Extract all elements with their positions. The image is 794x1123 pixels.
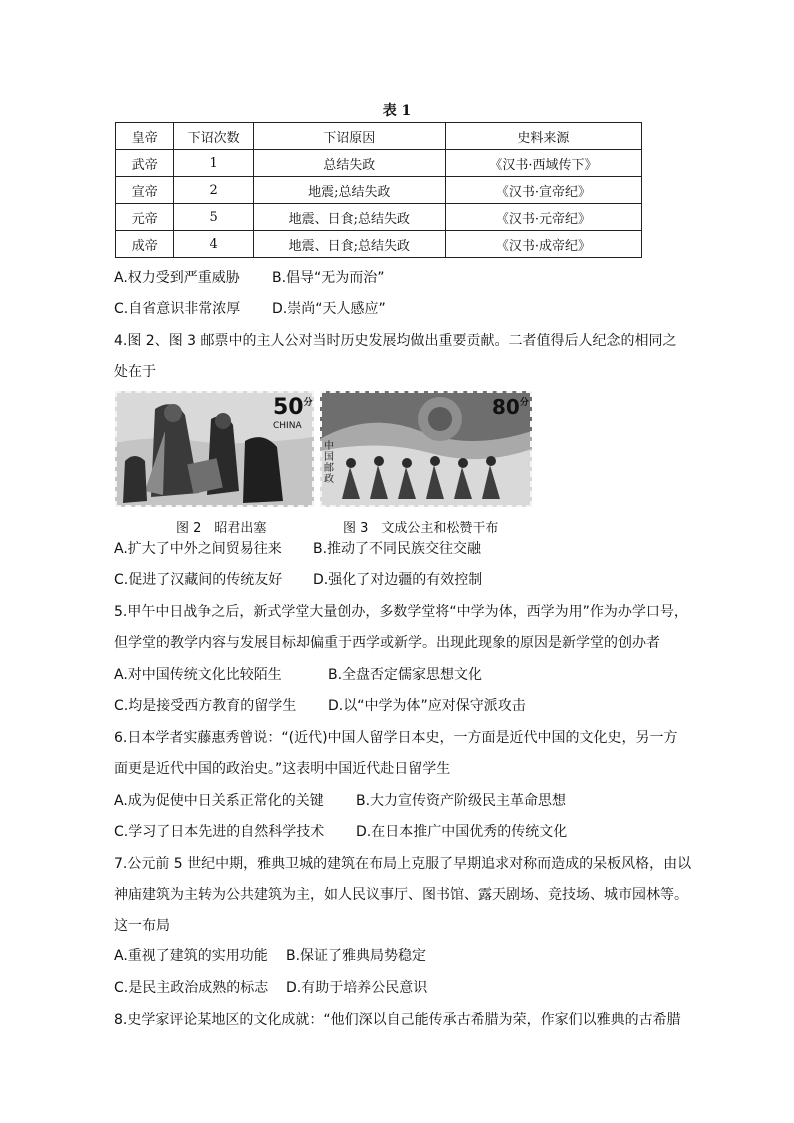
table-cell: 4 bbox=[174, 231, 253, 258]
table-header-cell: 史料来源 bbox=[445, 123, 641, 150]
q4-stem-line-1: 4.图 2、图 3 邮票中的主人公对当时历史发展均做出重要贡献。二者值得后人纪念的相同之 bbox=[114, 333, 677, 349]
table-row bbox=[116, 177, 642, 204]
q6-stem-line-1: 6.日本学者实藤惠秀曾说：“(近代)中国人留学日本史，一方面是近代中国的文化史，另一方 bbox=[114, 730, 678, 746]
table-header-cell: 下诏原因 bbox=[253, 123, 445, 150]
q3-options-row-2 bbox=[114, 299, 386, 319]
q3-option-b[interactable]: B.倡导“无为而治” bbox=[272, 270, 385, 286]
table-cell: 成帝 bbox=[116, 231, 174, 258]
table-cell: 总结失政 bbox=[253, 150, 445, 177]
figure-2-caption: 图 2 昭君出塞 bbox=[176, 521, 267, 536]
q6-options-row-2 bbox=[114, 822, 567, 842]
table-cell: 《汉书·成帝纪》 bbox=[445, 231, 641, 258]
stamp-zhaojun-value: $50^分$ bbox=[273, 395, 313, 420]
q5-options-row-1 bbox=[114, 665, 482, 685]
table-cell: 武帝 bbox=[116, 150, 174, 177]
q5-option-a[interactable]: A.对中国传统文化比较陌生 bbox=[114, 667, 282, 683]
q4-option-d[interactable]: D.强化了对边疆的有效控制 bbox=[313, 572, 483, 588]
stamp-zhaojun-image bbox=[115, 391, 314, 507]
table-cell: 地震、日食;总结失政 bbox=[253, 231, 445, 258]
table-header-cell: 下诏次数 bbox=[174, 123, 253, 150]
table-cell: 《汉书·宣帝纪》 bbox=[445, 177, 641, 204]
table-cell: 1 bbox=[174, 150, 253, 177]
table-cell: 宣帝 bbox=[116, 177, 174, 204]
q4-option-c[interactable]: C.促进了汉藏间的传统友好 bbox=[114, 572, 283, 588]
q7-option-a[interactable]: A.重视了建筑的实用功能 bbox=[114, 948, 268, 964]
table-row bbox=[116, 231, 642, 258]
q6-option-c[interactable]: C.学习了日本先进的自然科学技术 bbox=[114, 824, 325, 840]
q5-option-d[interactable]: D.以“中学为体”应对保守派攻击 bbox=[328, 698, 526, 714]
stamp-wencheng-country: 中国邮政 bbox=[324, 441, 334, 485]
q4-option-b[interactable]: B.推动了不同民族交往交融 bbox=[313, 541, 482, 557]
table-cell: 5 bbox=[174, 204, 253, 231]
q7-option-b[interactable]: B.保证了雅典局势稳定 bbox=[286, 948, 427, 964]
table-caption: 表 1 bbox=[382, 103, 412, 119]
q6-options-row-1 bbox=[114, 791, 566, 811]
q7-stem-line-2: 神庙建筑为主转为公共建筑为主，如人民议事厅、图书馆、露天剧场、竞技场、城市园林等。 bbox=[114, 887, 688, 903]
q3-options-row-1 bbox=[114, 268, 385, 288]
q3-option-a[interactable]: A.权力受到严重威胁 bbox=[114, 270, 240, 286]
q3-option-c[interactable]: C.自省意识非常浓厚 bbox=[114, 301, 241, 317]
q5-stem-line-2: 但学堂的教学内容与发展目标却偏重于西学或新学。出现此现象的原因是新学堂的创办者 bbox=[114, 635, 660, 651]
table-cell: 《汉书·元帝纪》 bbox=[445, 204, 641, 231]
q4-options-row-2 bbox=[114, 570, 482, 590]
table-header-cell: 皇帝 bbox=[116, 123, 174, 150]
table-cell: 《汉书·西域传下》 bbox=[445, 150, 641, 177]
stamp-wencheng-value: $80^分$ bbox=[492, 395, 529, 419]
stamp-zhaojun-country: CHINA bbox=[273, 421, 302, 431]
table-row bbox=[116, 150, 642, 177]
q7-option-c[interactable]: C.是民主政治成熟的标志 bbox=[114, 980, 269, 996]
q7-option-d[interactable]: D.有助于培养公民意识 bbox=[286, 980, 428, 996]
q7-options-row-2 bbox=[114, 978, 427, 998]
q4-options-row-1 bbox=[114, 539, 481, 559]
q6-option-a[interactable]: A.成为促使中日关系正常化的关键 bbox=[114, 793, 324, 809]
q6-option-d[interactable]: D.在日本推广中国优秀的传统文化 bbox=[356, 824, 568, 840]
q8-stem-line-1: 8.史学家评论某地区的文化成就：“他们深以自己能传承古希腊为荣，作家们以雅典的古希腊 bbox=[114, 1012, 681, 1028]
q5-option-c[interactable]: C.均是接受西方教育的留学生 bbox=[114, 698, 297, 714]
figure-3-caption: 图 3 文成公主和松赞干布 bbox=[343, 521, 499, 536]
q4-stem-line-2: 处在于 bbox=[114, 364, 156, 380]
table-row bbox=[116, 204, 642, 231]
q3-option-d[interactable]: D.崇尚“天人感应” bbox=[272, 301, 386, 317]
q5-stem-line-1: 5.甲午中日战争之后，新式学堂大量创办，多数学堂将“中学为体，西学为用”作为办学口号， bbox=[114, 604, 688, 620]
q7-stem-line-3: 这一布局 bbox=[114, 918, 170, 934]
table-header-row bbox=[116, 123, 642, 150]
table-cell: 地震、日食;总结失政 bbox=[253, 204, 445, 231]
stamp-wencheng-image bbox=[320, 391, 532, 507]
q5-option-b[interactable]: B.全盘否定儒家思想文化 bbox=[328, 667, 483, 683]
q5-options-row-2 bbox=[114, 696, 526, 716]
table-cell: 元帝 bbox=[116, 204, 174, 231]
q7-options-row-1 bbox=[114, 946, 426, 966]
table-cell: 地震;总结失政 bbox=[253, 177, 445, 204]
table-cell: 2 bbox=[174, 177, 253, 204]
q6-option-b[interactable]: B.大力宣传资产阶级民主革命思想 bbox=[356, 793, 567, 809]
q6-stem-line-2: 面更是近代中国的政治史。”这表明中国近代赴日留学生 bbox=[114, 761, 451, 777]
table-1 bbox=[115, 122, 642, 258]
q7-stem-line-1: 7.公元前 5 世纪中期，雅典卫城的建筑在布局上克服了早期追求对称而造成的呆板风格，由以 bbox=[114, 856, 692, 872]
q4-option-a[interactable]: A.扩大了中外之间贸易往来 bbox=[114, 541, 282, 557]
